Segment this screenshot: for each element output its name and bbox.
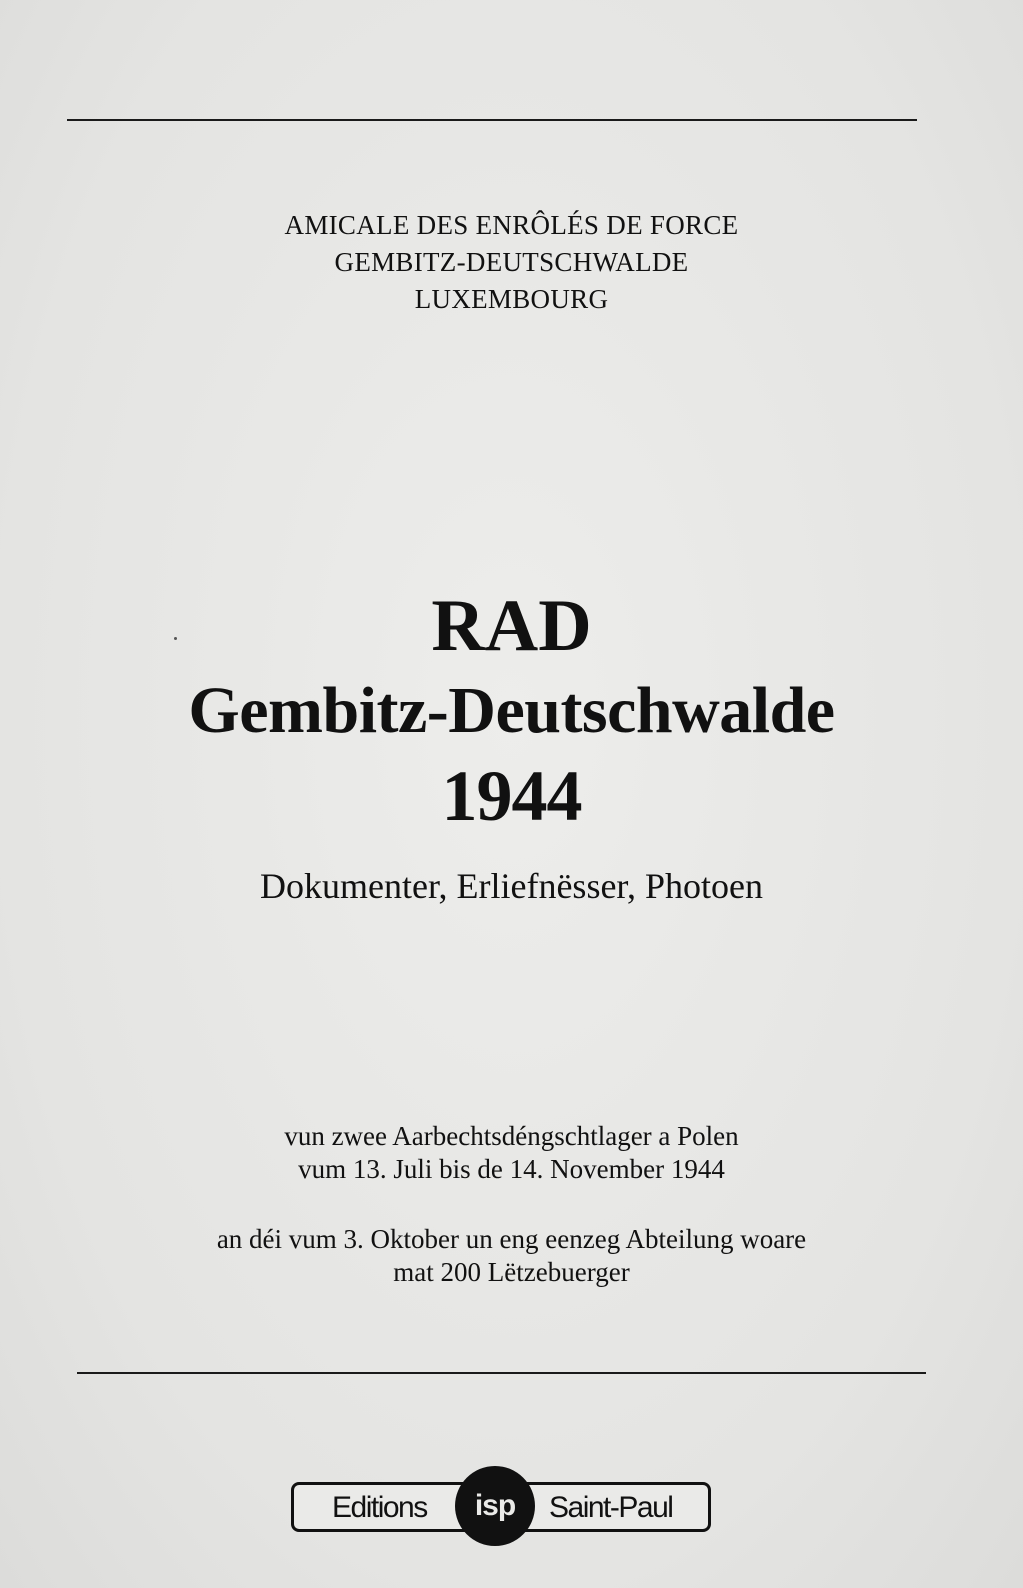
logo-editions-text: Editions	[332, 1491, 427, 1524]
title-block	[0, 583, 1023, 839]
detail-line-2: mat 200 Lëtzebuerger	[393, 1257, 630, 1287]
subtitle: Dokumenter, Erliefnësser, Photoen	[260, 866, 763, 906]
top-rule	[67, 119, 917, 121]
logo-saint-paul-text: Saint-Paul	[549, 1491, 673, 1524]
title-line-3: 1944	[441, 756, 582, 836]
camps-line-2: vum 13. Juli bis de 14. November 1944	[298, 1154, 725, 1184]
detail-block	[0, 1223, 1023, 1289]
publisher-line-3: LUXEMBOURG	[414, 284, 609, 314]
camps-line-1: vun zwee Aarbechtsdéngschtlager a Polen	[284, 1121, 739, 1151]
title-line-1: RAD	[431, 585, 592, 667]
publisher-logo	[291, 1482, 711, 1532]
bottom-rule	[77, 1372, 926, 1374]
camps-block	[0, 1120, 1023, 1186]
detail-line-1: an déi vum 3. Oktober un eng eenzeg Abteilung woare	[216, 1224, 807, 1254]
logo-isp-emblem: isp	[455, 1466, 535, 1546]
publisher-line-1: AMICALE DES ENRÔLÉS DE FORCE	[284, 210, 739, 240]
publisher-block	[0, 207, 1023, 318]
title-line-2: Gembitz-Deutschwalde	[188, 674, 835, 747]
publisher-line-2: GEMBITZ-DEUTSCHWALDE	[334, 247, 689, 277]
